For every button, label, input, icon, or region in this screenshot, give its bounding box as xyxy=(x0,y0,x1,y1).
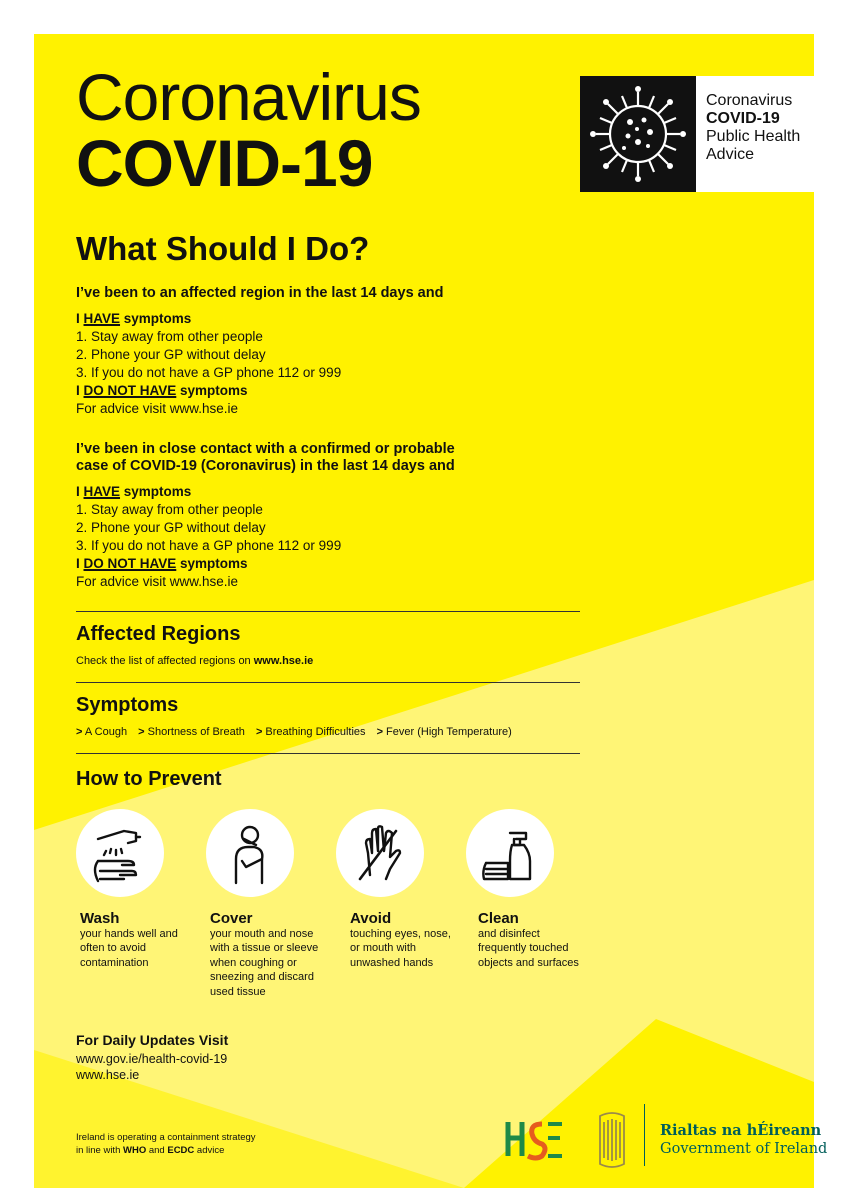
section-affected-region xyxy=(76,285,443,418)
symptom-item: > Fever (High Temperature) xyxy=(376,726,512,738)
section1-step-2: 2. Phone your GP without delay xyxy=(76,347,266,362)
badge-line-public-health: Public Health xyxy=(706,128,801,145)
divider xyxy=(76,611,580,612)
badge-line-advice: Advice xyxy=(706,146,755,163)
prevent-avoid: Avoid touching eyes, nose, or mouth with unwashed hands xyxy=(350,910,474,970)
section1-have: I HAVE symptoms xyxy=(76,311,192,326)
affected-regions-text: Check the list of affected regions on www.hse.ie xyxy=(76,655,314,667)
prevent-clean-label: Clean xyxy=(478,910,519,927)
government-of-ireland-logo xyxy=(660,1122,827,1158)
section-close-contact xyxy=(76,441,455,591)
daily-updates-heading: For Daily Updates Visit xyxy=(76,1032,229,1048)
section1-step-3: 3. If you do not have a GP phone 112 or 999 xyxy=(76,365,342,380)
section2-heading: I’ve been in close contact with a confirmed or probable case of COVID-19 (Coronavirus) in the last 14 days and xyxy=(76,441,455,474)
symptoms-heading: Symptoms xyxy=(76,694,179,716)
how-to-prevent-heading: How to Prevent xyxy=(76,768,222,790)
symptom-item: > Shortness of Breath xyxy=(138,726,245,738)
section2-step-3: 3. If you do not have a GP phone 112 or 999 xyxy=(76,538,342,553)
affected-regions-heading: Affected Regions xyxy=(76,623,241,645)
prevent-cover-label: Cover xyxy=(210,910,253,927)
cleaning-spray-icon xyxy=(466,809,554,897)
prevent-clean: Clean and disinfect frequently touched objects and surfaces xyxy=(478,910,608,970)
title-coronavirus: Coronavirus xyxy=(76,60,421,134)
prevent-wash: Wash your hands well and often to avoid contamination xyxy=(80,910,204,970)
what-should-i-do-heading: What Should I Do? xyxy=(76,230,370,267)
title-covid-19: COVID-19 xyxy=(76,126,373,200)
gov-irish-name: Rialtas na hÉireann xyxy=(660,1122,822,1139)
divider xyxy=(76,682,580,683)
harp-emblem-icon xyxy=(590,1108,634,1172)
logo-divider xyxy=(644,1104,645,1166)
section2-step-1: 1. Stay away from other people xyxy=(76,502,263,517)
section1-not-have: I DO NOT HAVE symptoms xyxy=(76,383,248,398)
containment-note: Ireland is operating a containment strategy in line with WHO and ECDC advice xyxy=(76,1132,256,1156)
poster xyxy=(34,34,814,1188)
gov-english-name: Government of Ireland xyxy=(660,1141,828,1157)
virus-icon xyxy=(580,76,696,192)
prevent-cover: Cover your mouth and nose with a tissue or sleeve when coughing or sneezing and discard used tissue xyxy=(210,910,340,999)
section1-advice: For advice visit www.hse.ie xyxy=(76,401,239,416)
symptom-item: > Breathing Difficulties xyxy=(255,726,366,738)
section2-not-have: I DO NOT HAVE symptoms xyxy=(76,556,248,571)
symptom-item: > A Cough xyxy=(76,726,128,738)
badge-line-coronavirus: Coronavirus xyxy=(706,92,793,109)
badge-line-covid: COVID-19 xyxy=(706,110,780,127)
public-health-badge xyxy=(580,76,814,192)
section2-have: I HAVE symptoms xyxy=(76,484,192,499)
section2-step-2: 2. Phone your GP without delay xyxy=(76,520,266,535)
cough-cover-icon xyxy=(206,809,294,897)
prevent-wash-label: Wash xyxy=(80,910,120,927)
hse-logo xyxy=(502,1116,564,1164)
section1-step-1: 1. Stay away from other people xyxy=(76,329,263,344)
hse-logo-mark xyxy=(502,1116,564,1164)
prevent-avoid-label: Avoid xyxy=(350,910,392,927)
section1-heading: I’ve been to an affected region in the last 14 days and xyxy=(76,285,444,301)
hse-ie-link[interactable]: www.hse.ie xyxy=(76,1068,140,1082)
symptoms-list xyxy=(76,726,520,738)
section2-advice: For advice visit www.hse.ie xyxy=(76,574,239,589)
no-touch-hand-icon xyxy=(336,809,424,897)
gov-ie-link[interactable]: www.gov.ie/health-covid-19 xyxy=(76,1052,228,1066)
divider xyxy=(76,753,580,754)
hse-link[interactable]: www.hse.ie xyxy=(253,655,314,667)
hand-washing-icon xyxy=(76,809,164,897)
